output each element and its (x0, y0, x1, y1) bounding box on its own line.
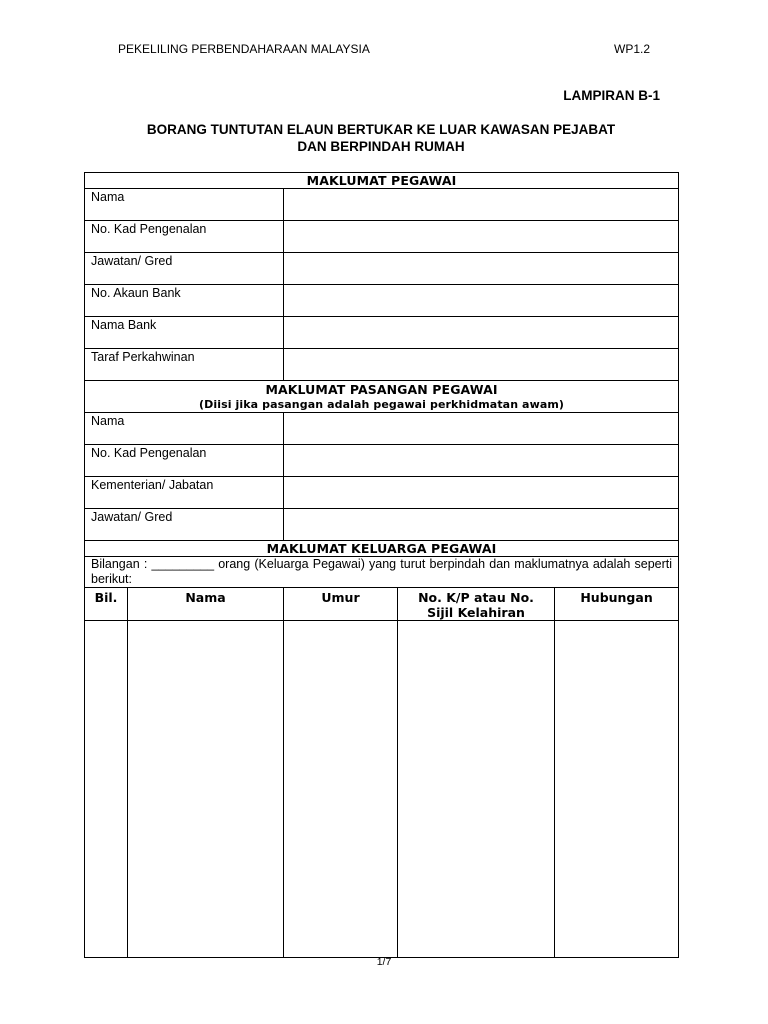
spouse-input-jawatan-gred[interactable] (284, 509, 679, 541)
field-input-nama-bank[interactable] (284, 317, 679, 349)
header-left-text: PEKELILING PERBENDAHARAAN MALAYSIA (118, 42, 370, 56)
field-input-taraf-perkahwinan[interactable] (284, 349, 679, 381)
family-count-statement: Bilangan : _________ orang (Keluarga Pegawai) yang turut berpindah dan maklumatnya adalah seperti berikut: (85, 557, 679, 588)
family-col-umur: Umur (284, 588, 398, 621)
form-title (84, 121, 678, 155)
family-cell-hubungan[interactable] (555, 621, 679, 958)
section-heading-pasangan-note: (Diisi jika pasangan adalah pegawai perkhidmatan awam) (198, 398, 565, 411)
claim-form-table (84, 172, 679, 958)
family-col-kp-sijil: No. K/P atau No. Sijil Kelahiran (398, 588, 555, 621)
spouse-input-kementerian-jabatan[interactable] (284, 477, 679, 509)
field-label-nama-bank: Nama Bank (85, 317, 284, 349)
section-heading-keluarga: MAKLUMAT KELUARGA PEGAWAI (85, 541, 679, 557)
section-heading-pasangan-title: MAKLUMAT PASANGAN PEGAWAI (265, 382, 498, 397)
family-cell-umur[interactable] (284, 621, 398, 958)
family-cell-bil[interactable] (85, 621, 128, 958)
page-number: 1/7 (376, 956, 392, 968)
field-label-nama: Nama (85, 189, 284, 221)
field-label-kad-pengenalan: No. Kad Pengenalan (85, 221, 284, 253)
spouse-label-kad-pengenalan: No. Kad Pengenalan (85, 445, 284, 477)
form-title-line-2: DAN BERPINDAH RUMAH (297, 139, 465, 154)
field-label-akaun-bank: No. Akaun Bank (85, 285, 284, 317)
spouse-input-nama[interactable] (284, 413, 679, 445)
header-doc-code: WP1.2 (614, 42, 651, 56)
field-label-jawatan-gred: Jawatan/ Gred (85, 253, 284, 285)
spouse-label-kementerian-jabatan: Kementerian/ Jabatan (85, 477, 284, 509)
field-label-taraf-perkahwinan: Taraf Perkahwinan (85, 349, 284, 381)
field-input-akaun-bank[interactable] (284, 285, 679, 317)
field-input-nama[interactable] (284, 189, 679, 221)
spouse-input-kad-pengenalan[interactable] (284, 445, 679, 477)
field-input-kad-pengenalan[interactable] (284, 221, 679, 253)
family-cell-nama[interactable] (128, 621, 284, 958)
family-col-bil: Bil. (85, 588, 128, 621)
section-heading-pasangan (85, 381, 679, 413)
spouse-label-nama: Nama (85, 413, 284, 445)
form-title-line-1: BORANG TUNTUTAN ELAUN BERTUKAR KE LUAR KAWASAN PEJABAT (146, 122, 616, 137)
family-cell-kp-sijil[interactable] (398, 621, 555, 958)
lampiran-label: LAMPIRAN B-1 (563, 88, 660, 103)
section-heading-pegawai: MAKLUMAT PEGAWAI (85, 173, 679, 189)
field-input-jawatan-gred[interactable] (284, 253, 679, 285)
spouse-label-jawatan-gred: Jawatan/ Gred (85, 509, 284, 541)
family-col-nama: Nama (128, 588, 284, 621)
family-col-hubungan: Hubungan (555, 588, 679, 621)
